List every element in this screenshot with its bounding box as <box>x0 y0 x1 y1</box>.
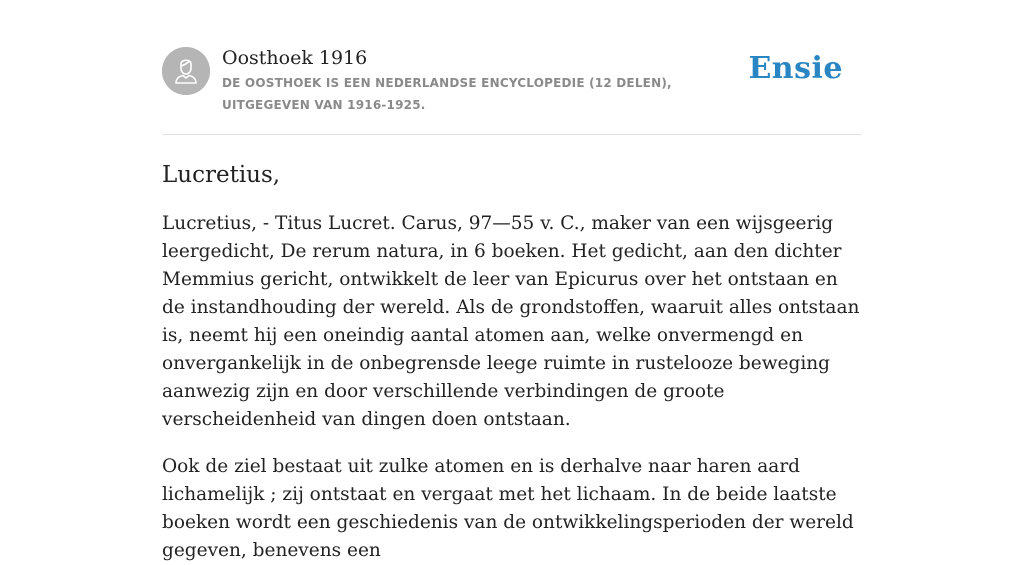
source-header <box>162 0 862 135</box>
page <box>162 0 862 565</box>
article-paragraph: Lucretius, - Titus Lucret. Carus, 97—55 v. C., maker van een wijsgeerig leergedicht, De rerum natura, in 6 boeken. Het gedicht, aan den dichter Memmius gericht, ontwikkelt de leer van Epicurus over het ontstaan en de instandhouding der wereld. Als de grondstoffen, waaruit alles ontstaan is, neemt hij een oneindig aantal atomen aan, welke onvermengd en onvergankelijk in de onbegrensde leege ruimte in rustelooze beweging aanwezig zijn en door verschillende verbindingen de groote verscheidenheid van dingen doen ontstaan. <box>162 213 860 430</box>
source-info <box>222 44 762 116</box>
article-title: Lucretius, <box>162 162 281 188</box>
article-paragraph: Ook de ziel bestaat uit zulke atomen en is derhalve naar haren aard lichamelijk ; zij ontstaat en vergaat met het lichaam. In de beide laatste boeken wordt een geschiedenis van de ontwikkelingsperioden der wereld gegeven, benevens een <box>162 456 854 561</box>
source-description: DE OOSTHOEK IS EEN NEDERLANDSE ENCYCLOPEDIE (12 DELEN), UITGEGEVEN VAN 1916-1925. <box>222 76 672 112</box>
user-icon[interactable] <box>162 47 210 95</box>
source-name[interactable]: Oosthoek 1916 <box>222 47 368 69</box>
ensie-logo[interactable]: Ensie <box>748 51 843 86</box>
